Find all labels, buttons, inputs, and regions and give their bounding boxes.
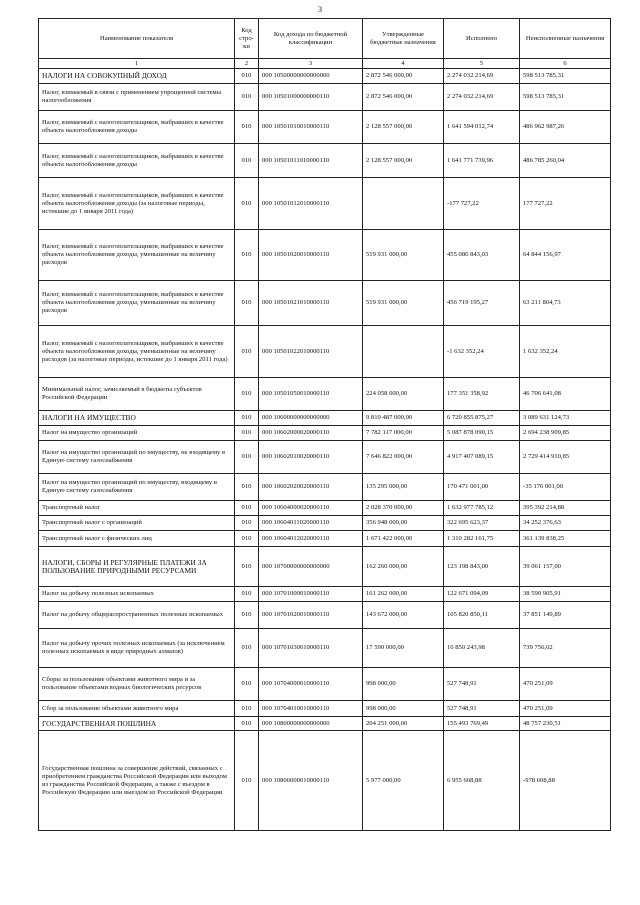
indicator-name: Налог на имущество организаций по имуществу, входящему в Единую систему газоснабжения [39,474,235,501]
income-code: 000 10501000000000110 [259,84,363,111]
indicator-name: Налог, взимаемый с налогоплательщиков, выбравших в качестве объекта налогообложения доходы (за налоговые периоды, истекшие до 1 января 2011 года) [39,178,235,230]
income-code: 000 10701020010000110 [259,602,363,629]
income-code: 000 10704010010000110 [259,701,363,717]
indicator-name: Налог, взимаемый с налогоплательщиков, выбравших в качестве объекта налогообложения доходы, уменьшенные на величину расходов (за налоговые периоды, истекшие до 1 января 2011 года) [39,326,235,378]
indicator-name: Налог на имущество организаций [39,426,235,441]
income-code: 000 10704000010000110 [259,668,363,701]
table-row [39,717,611,731]
approved-value: 7 646 822 000,00 [363,441,444,474]
indicator-name: НАЛОГИ НА СОВОКУПНЫЙ ДОХОД [39,69,235,84]
row-code: 010 [235,69,259,84]
table-row [39,426,611,441]
executed-value: 2 274 032 214,69 [444,84,520,111]
approved-value: 204 251 000,00 [363,717,444,731]
approved-value: 2 128 557 000,00 [363,144,444,178]
income-code: 000 10500000000000000 [259,69,363,84]
unexecuted-value: 395 392 214,88 [520,501,611,516]
table-row [39,701,611,717]
page-number: 3 [318,5,322,14]
indicator-name: НАЛОГИ НА ИМУЩЕСТВО [39,411,235,426]
column-number-row [39,59,611,69]
header-row-code: Код стро-ки [235,19,259,59]
approved-value [363,178,444,230]
executed-value: 16 850 243,98 [444,629,520,668]
row-code: 010 [235,230,259,281]
indicator-name: Транспортный налог [39,501,235,516]
approved-value: 161 262 000,00 [363,587,444,602]
indicator-name: Государственная пошлина за совершение действий, связанных с приобретением гражданства Российской Федерации или выходом из гражданства Российской Федерации, а также с въездом в Российскую Федерацию или выездом из Российской Федерации [39,731,235,831]
row-code: 010 [235,731,259,831]
header-approved: Утвержденные бюджетные назначения [363,19,444,59]
table-row [39,516,611,531]
table-row [39,441,611,474]
income-code: 000 10501020010000110 [259,230,363,281]
unexecuted-value: 2 694 238 909,85 [520,426,611,441]
approved-value: 224 058 000,00 [363,378,444,411]
column-number: 4 [363,59,444,69]
executed-value: 122 671 094,09 [444,587,520,602]
unexecuted-value: 34 252 376,63 [520,516,611,531]
indicator-name: Налог, взимаемый с налогоплательщиков, выбравших в качестве объекта налогообложения доходы, уменьшенные на величину расходов [39,230,235,281]
unexecuted-value: 470 251,09 [520,668,611,701]
approved-value: 998 000,00 [363,668,444,701]
column-number: 1 [39,59,235,69]
executed-value: -1 632 352,24 [444,326,520,378]
income-code: 000 10501012010000110 [259,178,363,230]
column-number: 6 [520,59,611,69]
row-code: 010 [235,474,259,501]
table-row [39,411,611,426]
unexecuted-value: 63 211 804,73 [520,281,611,326]
income-code: 000 10800000000000000 [259,717,363,731]
header-indicator-name: Наименование показателя [39,19,235,59]
income-code: 000 10604011020000110 [259,516,363,531]
approved-value: 2 028 370 000,00 [363,501,444,516]
row-code: 010 [235,701,259,717]
header-income-code: Код дохода по бюджетной классификации [259,19,363,59]
header-row [39,19,611,59]
table-row [39,326,611,378]
indicator-name: Налог, взимаемый в связи с применением упрощенной системы налогообложения [39,84,235,111]
table-row [39,629,611,668]
unexecuted-value: -35 176 001,00 [520,474,611,501]
executed-value: 1 641 594 012,74 [444,111,520,144]
row-code: 010 [235,668,259,701]
unexecuted-value: 46 706 641,08 [520,378,611,411]
unexecuted-value: 361 139 838,25 [520,531,611,547]
unexecuted-value: 177 727,22 [520,178,611,230]
executed-value: 456 719 195,27 [444,281,520,326]
income-code: 000 10701030010000110 [259,629,363,668]
income-code: 000 10602020020000110 [259,474,363,501]
unexecuted-value: 486 962 987,26 [520,111,611,144]
row-code: 010 [235,281,259,326]
income-code: 000 10806000010000110 [259,731,363,831]
table-row [39,602,611,629]
row-code: 010 [235,587,259,602]
indicator-name: Минимальный налог, зачисляемый в бюджеты субъектов Российской Федерации [39,378,235,411]
row-code: 010 [235,178,259,230]
indicator-name: Налог, взимаемый с налогоплательщиков, выбравших в качестве объекта налогообложения доходы, уменьшенные на величину расходов [39,281,235,326]
approved-value: 135 295 000,00 [363,474,444,501]
table-row [39,668,611,701]
row-code: 010 [235,411,259,426]
approved-value: 519 931 000,00 [363,230,444,281]
approved-value: 5 977 000,00 [363,731,444,831]
approved-value: 2 872 546 000,00 [363,84,444,111]
column-number: 3 [259,59,363,69]
row-code: 010 [235,602,259,629]
income-code: 000 10602000020000110 [259,426,363,441]
indicator-name: Транспортный налог с физических лиц [39,531,235,547]
row-code: 010 [235,378,259,411]
unexecuted-value: 38 590 905,91 [520,587,611,602]
unexecuted-value: 2 729 414 910,85 [520,441,611,474]
row-code: 010 [235,144,259,178]
table-row [39,111,611,144]
table-row [39,69,611,84]
row-code: 010 [235,426,259,441]
table-row [39,731,611,831]
approved-value: 2 872 546 000,00 [363,69,444,84]
row-code: 010 [235,531,259,547]
executed-value: -177 727,22 [444,178,520,230]
unexecuted-value: -978 608,88 [520,731,611,831]
approved-value: 143 672 000,00 [363,602,444,629]
table-row [39,178,611,230]
unexecuted-value: 3 089 631 124,73 [520,411,611,426]
executed-value: 1 632 977 785,12 [444,501,520,516]
approved-value: 9 810 487 000,00 [363,411,444,426]
indicator-name: Налог на имущество организаций по имуществу, не входящему в Единую систему газоснабжения [39,441,235,474]
executed-value: 6 720 855 875,27 [444,411,520,426]
executed-value: 177 351 358,92 [444,378,520,411]
income-code: 000 10602010020000110 [259,441,363,474]
indicator-name: ГОСУДАРСТВЕННАЯ ПОШЛИНА [39,717,235,731]
approved-value: 519 931 000,00 [363,281,444,326]
executed-value: 322 695 623,37 [444,516,520,531]
column-number: 5 [444,59,520,69]
unexecuted-value: 37 851 149,89 [520,602,611,629]
header-executed: Исполнено [444,19,520,59]
row-code: 010 [235,326,259,378]
income-code: 000 10501022010000110 [259,326,363,378]
approved-value: 7 782 117 000,00 [363,426,444,441]
unexecuted-value: 1 632 352,24 [520,326,611,378]
indicator-name: НАЛОГИ, СБОРЫ И РЕГУЛЯРНЫЕ ПЛАТЕЖИ ЗА ПОЛЬЗОВАНИЕ ПРИРОДНЫМИ РЕСУРСАМИ [39,547,235,587]
executed-value: 2 274 032 214,69 [444,69,520,84]
table-row [39,378,611,411]
income-code: 000 10604000020000110 [259,501,363,516]
indicator-name: Налог на добычу прочих полезных ископаемых (за исключением полезных ископаемых в виде природных алмазов) [39,629,235,668]
income-code: 000 10600000000000000 [259,411,363,426]
income-code: 000 10501010010000110 [259,111,363,144]
indicator-name: Транспортный налог с организаций [39,516,235,531]
table-row [39,531,611,547]
indicator-name: Сбор за пользование объектами животного мира [39,701,235,717]
approved-value: 17 590 000,00 [363,629,444,668]
column-number: 2 [235,59,259,69]
income-code: 000 10701000010000110 [259,587,363,602]
unexecuted-value: 598 513 785,31 [520,69,611,84]
approved-value: 2 128 557 000,00 [363,111,444,144]
unexecuted-value: 739 756,02 [520,629,611,668]
income-code: 000 10501021010000110 [259,281,363,326]
income-code: 000 10700000000000000 [259,547,363,587]
table-row [39,84,611,111]
table-row [39,144,611,178]
executed-value: 527 748,91 [444,701,520,717]
unexecuted-value: 39 061 157,00 [520,547,611,587]
indicator-name: Налог, взимаемый с налогоплательщиков, выбравших в качестве объекта налогообложения доходы [39,144,235,178]
row-code: 010 [235,516,259,531]
income-code: 000 10501050010000110 [259,378,363,411]
unexecuted-value: 598 513 785,31 [520,84,611,111]
table-row [39,587,611,602]
budget-execution-table [38,18,611,831]
row-code: 010 [235,111,259,144]
unexecuted-value: 486 785 260,04 [520,144,611,178]
indicator-name: Налог, взимаемый с налогоплательщиков, выбравших в качестве объекта налогообложения доходы [39,111,235,144]
row-code: 010 [235,84,259,111]
executed-value: 6 955 608,88 [444,731,520,831]
table-row [39,547,611,587]
income-code: 000 10604012020000110 [259,531,363,547]
row-code: 010 [235,547,259,587]
unexecuted-value: 470 251,09 [520,701,611,717]
executed-value: 4 917 407 089,15 [444,441,520,474]
executed-value: 527 748,91 [444,668,520,701]
executed-value: 105 820 850,11 [444,602,520,629]
row-code: 010 [235,717,259,731]
table-row [39,474,611,501]
header-unexecuted: Неисполненные назначения [520,19,611,59]
row-code: 010 [235,629,259,668]
indicator-name: Сборы за пользование объектами животного мира и за пользование объектами водных биологических ресурсов [39,668,235,701]
indicator-name: Налог на добычу общераспространенных полезных ископаемых [39,602,235,629]
income-code: 000 10501011010000110 [259,144,363,178]
table-row [39,230,611,281]
table-row [39,501,611,516]
approved-value: 998 000,00 [363,701,444,717]
table-row [39,281,611,326]
approved-value: 162 260 000,00 [363,547,444,587]
unexecuted-value: 48 757 230,51 [520,717,611,731]
executed-value: 155 493 769,49 [444,717,520,731]
approved-value: 1 671 422 000,00 [363,531,444,547]
executed-value: 170 471 001,00 [444,474,520,501]
row-code: 010 [235,441,259,474]
executed-value: 123 198 843,00 [444,547,520,587]
row-code: 010 [235,501,259,516]
approved-value [363,326,444,378]
unexecuted-value: 64 844 156,97 [520,230,611,281]
indicator-name: Налог на добычу полезных ископаемых [39,587,235,602]
executed-value: 1 310 282 161,75 [444,531,520,547]
approved-value: 356 948 000,00 [363,516,444,531]
executed-value: 5 087 878 090,15 [444,426,520,441]
executed-value: 455 086 843,03 [444,230,520,281]
executed-value: 1 641 771 739,96 [444,144,520,178]
